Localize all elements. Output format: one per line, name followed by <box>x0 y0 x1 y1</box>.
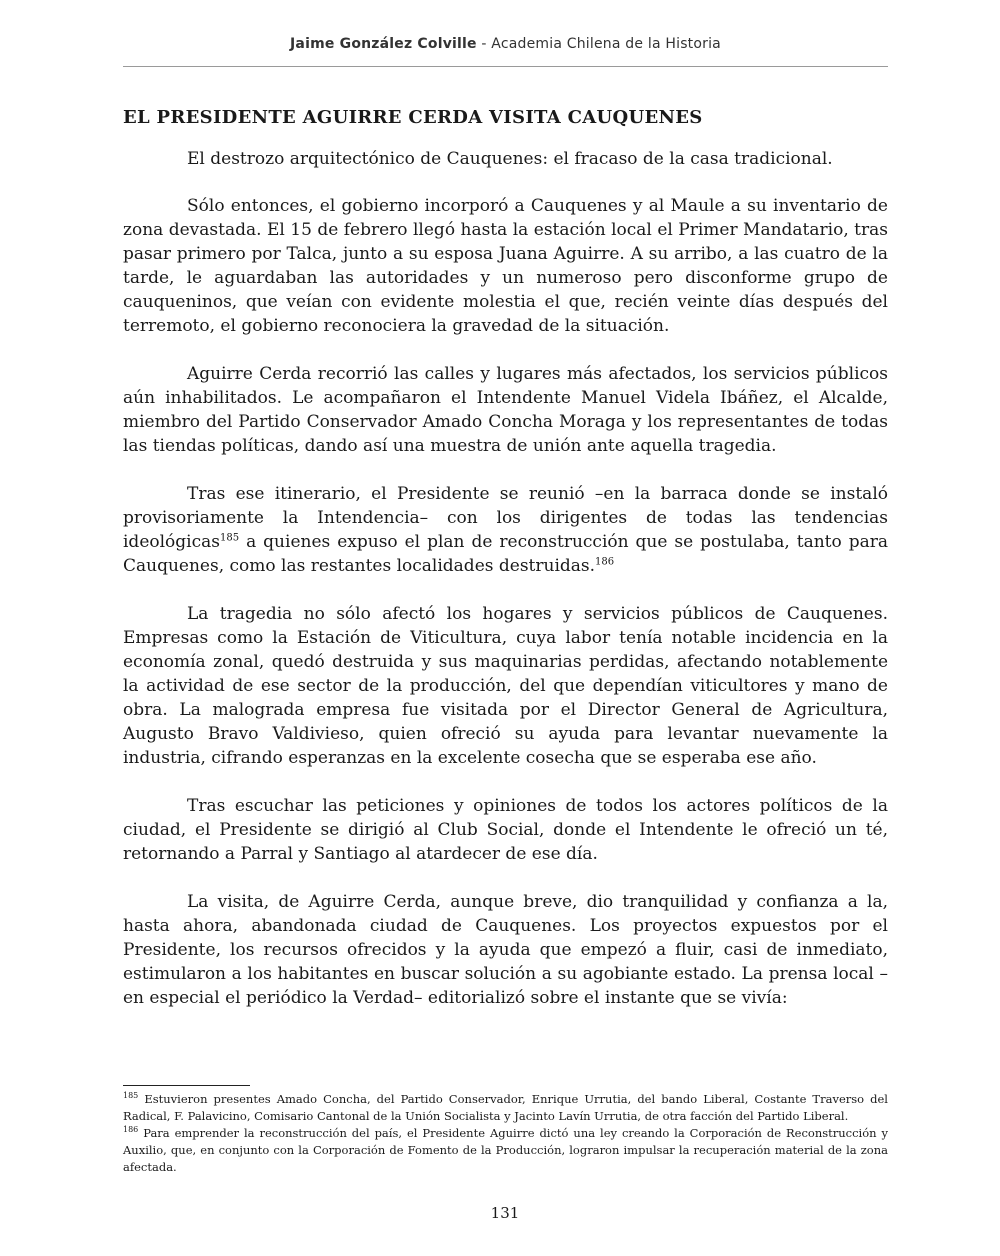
footnote-ref-185[interactable]: 185 <box>220 532 240 544</box>
paragraph-5: Tras escuchar las peticiones y opiniones de todos los actores políticos de la ciudad, el Presidente se dirigió al Club Social, donde el Intendente le ofreció un té, retornando a Parral y Santiago al atardecer de ese día. <box>123 796 888 864</box>
footnote-186 <box>123 1125 888 1176</box>
paragraph-6: La visita, de Aguirre Cerda, aunque breve, dio tranquilidad y confianza a la, hasta ahora, abandonada ciudad de Cauquenes. Los proyectos expuestos por el Presidente, los recursos ofrecidos y la ayuda que empezó a fluir, casi de inmediato, estimularon a los habitantes en buscar solución a su agobiante estado. La prensa local –en especial el periódico la Verdad– editorializó sobre el instante que se vivía: <box>123 892 888 1008</box>
footnote-number: 185 <box>123 1091 139 1101</box>
running-header <box>123 36 888 52</box>
paragraph-2: Aguirre Cerda recorrió las calles y lugares más afectados, los servicios públicos aún inhabilitados. Le acompañaron el Intendente Manuel Videla Ibáñez, el Alcalde, miembro del Partido Conservador Amado Concha Moraga y los representantes de todas las tiendas políticas, dando así una muestra de unión ante aquella tragedia. <box>123 364 888 456</box>
paragraph-4: La tragedia no sólo afectó los hogares y servicios públicos de Cauquenes. Empresas como la Estación de Viticultura, cuya labor tenía notable incidencia en la economía zonal, quedó destruida y sus maquinarias perdidas, afectando notablemente la actividad de ese sector de la producción, del que dependían viticultores y mano de obra. La malograda empresa fue visitada por el Director General de Agricultura, Augusto Bravo Valdivieso, quien ofreció su ayuda para levantar nuevamente la industria, cifrando esperanzas en la excelente cosecha que se esperaba ese año. <box>123 604 888 768</box>
footnote-185 <box>123 1091 888 1125</box>
footnote-number: 186 <box>123 1125 139 1135</box>
footnotes <box>123 1091 888 1176</box>
paragraph-3 <box>123 482 888 578</box>
body-text <box>123 147 888 1034</box>
footnote-text: Para emprender la reconstrucción del país, el Presidente Aguirre dictó una ley creando la Corporación de Reconstrucción y Auxilio, que, en conjunto con la Corporación de Fomento de la Producción, lograron impulsar la recuperación material de la zona afectada. <box>123 1126 888 1174</box>
header-institution: Academia Chilena de la Historia <box>491 36 721 52</box>
header-separator: - <box>476 36 492 52</box>
paragraph-3-part-b: a quienes expuso el plan de reconstrucción que se postulaba, tanto para Cauquenes, como las restantes localidades destruidas. <box>123 532 888 576</box>
section-subtitle: El destrozo arquitectónico de Cauquenes: el fracaso de la casa tradicional. <box>187 149 833 169</box>
header-author: Jaime González Colville <box>290 36 477 52</box>
footnote-text: Estuvieron presentes Amado Concha, del Partido Conservador, Enrique Urrutia, del bando Liberal, Costante Traverso del Radical, F. Palavicino, Comisario Cantonal de la Unión Socialista y Jacinto Lavín Urrutia, de otra facción del Partido Liberal. <box>123 1092 888 1123</box>
footnote-rule <box>123 1085 250 1086</box>
paragraph-3-part-a: Tras ese itinerario, el Presidente se reunió –en la barraca donde se instaló provisoriamente la Intendencia– con los dirigentes de todas las tendencias ideológicas <box>123 484 888 552</box>
paragraph-1: Sólo entonces, el gobierno incorporó a Cauquenes y al Maule a su inventario de zona devastada. El 15 de febrero llegó hasta la estación local el Primer Mandatario, tras pasar primero por Talca, junto a su esposa Juana Aguirre. A su arribo, a las cuatro de la tarde, le aguardaban las autoridades y un numeroso pero disconforme grupo de cauqueninos, que veían con evidente molestia el que, recién veinte días después del terremoto, el gobierno reconociera la gravedad de la situación. <box>123 196 888 336</box>
page-number: 131 <box>490 1204 520 1222</box>
chapter-title: EL PRESIDENTE AGUIRRE CERDA VISITA CAUQUENES <box>123 107 703 128</box>
header-rule <box>123 66 888 67</box>
footnote-ref-186[interactable]: 186 <box>595 556 615 568</box>
